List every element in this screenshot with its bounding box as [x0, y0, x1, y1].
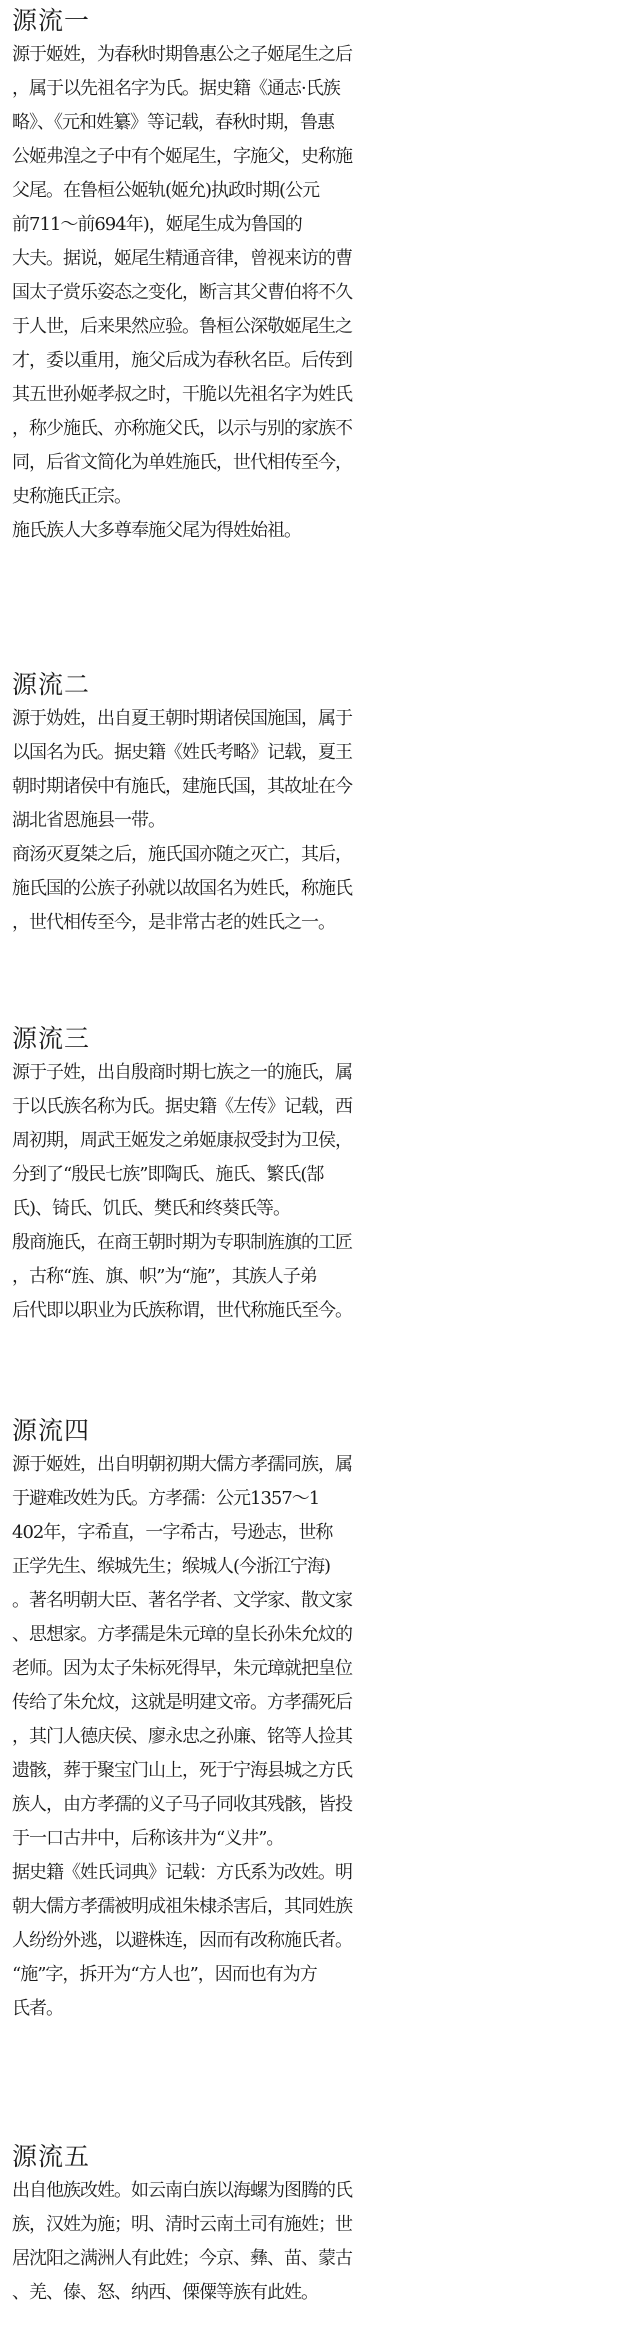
text-line: 于一口古井中，后称该井为“义井”。 [12, 1828, 284, 1849]
section-origin-2 [12, 668, 628, 940]
text-line: 后代即以职业为氏族称谓，世代称施氏至今。 [12, 1300, 352, 1321]
text-line: 族，汉姓为施；明、清时云南土司有施姓；世 [12, 2214, 352, 2235]
text-line: 其五世孙姬孝叔之时，干脆以先祖名字为姓氏 [12, 384, 352, 405]
text-line: 朝大儒方孝孺被明成祖朱棣杀害后，其同姓族 [12, 1896, 352, 1917]
text-line: 殷商施氏，在商王朝时期为专职制旌旗的工匠 [12, 1232, 352, 1253]
text-line: 略》、《元和姓纂》等记载，春秋时期，鲁惠 [12, 112, 334, 133]
section-origin-1 [12, 4, 628, 548]
text-line: 氏者。 [12, 1998, 63, 2019]
text-line: 。著名明朝大臣、著名学者、文学家、散文家 [12, 1590, 352, 1611]
text-line: 人纷纷外逃，以避株连，因而有改称施氏者。 [12, 1930, 352, 1951]
text-line: ，古称“旌、旗、帜”为“施”，其族人子弟 [12, 1266, 317, 1287]
text-line: 源于子姓，出自殷商时期七族之一的施氏，属 [12, 1062, 352, 1083]
text-line: 前711～前694年)，姬尾生成为鲁国的 [12, 214, 302, 235]
text-line: 商汤灭夏桀之后，施氏国亦随之灭亡，其后， [12, 844, 352, 865]
section-origin-4 [12, 1414, 628, 2026]
text-line: 公姬弗湟之子中有个姬尾生，字施父，史称施 [12, 146, 352, 167]
text-line: 老师。因为太子朱标死得早，朱元璋就把皇位 [12, 1658, 352, 1679]
section-origin-5 [12, 2140, 628, 2310]
text-line: 源于妫姓，出自夏王朝时期诸侯国施国，属于 [12, 708, 352, 729]
text-line: 湖北省恩施县一带。 [12, 810, 165, 831]
section-heading: 源流二 [12, 670, 91, 699]
text-line: 族人，由方孝孺的义子马子同收其残骸，皆投 [12, 1794, 352, 1815]
text-line: “施”字，拆开为“方人也”，因而也有为方 [12, 1964, 317, 1985]
section-heading: 源流一 [12, 6, 91, 35]
text-line: 于以氏族名称为氏。据史籍《左传》记载，西 [12, 1096, 352, 1117]
text-line: 源于姬姓，出自明朝初期大儒方孝孺同族，属 [12, 1454, 352, 1475]
text-line: ，称少施氏、亦称施父氏，以示与别的家族不 [12, 418, 352, 439]
text-line: 朝时期诸侯中有施氏，建施氏国，其故址在今 [12, 776, 352, 797]
text-line: 氏)、锜氏、饥氏、樊氏和终葵氏等。 [12, 1198, 291, 1219]
text-line: 传给了朱允炆，这就是明建文帝。方孝孺死后 [12, 1692, 352, 1713]
text-line: 402年，字希直，一字希古，号逊志，世称 [12, 1522, 333, 1543]
text-line: 出自他族改姓。如云南白族以海螺为图腾的氏 [12, 2180, 352, 2201]
text-line: 遗骸，葬于聚宝门山上，死于宁海县城之方氏 [12, 1760, 352, 1781]
text-line: 周初期，周武王姬发之弟姬康叔受封为卫侯， [12, 1130, 352, 1151]
text-line: 史称施氏正宗。 [12, 486, 131, 507]
text-line: 才，委以重用，施父后成为春秋名臣。后传到 [12, 350, 352, 371]
text-line: 国太子赏乐姿态之变化，断言其父曹伯将不久 [12, 282, 352, 303]
text-line: 大夫。据说，姬尾生精通音律，曾视来访的曹 [12, 248, 352, 269]
section-heading: 源流五 [12, 2142, 91, 2171]
text-line: 、思想家。方孝孺是朱元璋的皇长孙朱允炆的 [12, 1624, 352, 1645]
text-line: 以国名为氏。据史籍《姓氏考略》记载，夏王 [12, 742, 352, 763]
text-line: 施氏族人大多尊奉施父尾为得姓始祖。 [12, 520, 301, 541]
text-line: 居沈阳之满洲人有此姓；今京、彝、苗、蒙古 [12, 2248, 352, 2269]
text-line: ，其门人德庆侯、廖永忠之孙廉、铭等人捡其 [12, 1726, 352, 1747]
section-heading: 源流四 [12, 1416, 91, 1445]
section-origin-3 [12, 1022, 628, 1328]
text-line: ，世代相传至今，是非常古老的姓氏之一。 [12, 912, 335, 933]
text-line: 于避难改姓为氏。方孝孺：公元1357～1 [12, 1488, 320, 1509]
text-line: 于人世，后来果然应验。鲁桓公深敬姬尾生之 [12, 316, 352, 337]
text-line: 施氏国的公族子孙就以故国名为姓氏，称施氏 [12, 878, 352, 899]
text-line: 父尾。在鲁桓公姬轨(姬允)执政时期(公元 [12, 180, 320, 201]
text-line: 正学先生、缑城先生；缑城人(今浙江宁海) [12, 1556, 331, 1577]
text-line: 分到了“殷民七族”即陶氏、施氏、繁氏(郜 [12, 1164, 324, 1185]
text-line: 、羌、傣、怒、纳西、傈僳等族有此姓。 [12, 2282, 318, 2303]
section-heading: 源流三 [12, 1024, 91, 1053]
text-line: 同，后省文简化为单姓施氏，世代相传至今， [12, 452, 352, 473]
text-line: 源于姬姓，为春秋时期鲁惠公之子姬尾生之后 [12, 44, 352, 65]
text-line: 据史籍《姓氏词典》记载：方氏系为改姓。明 [12, 1862, 352, 1883]
text-line: ，属于以先祖名字为氏。据史籍《通志·氏族 [12, 78, 340, 99]
